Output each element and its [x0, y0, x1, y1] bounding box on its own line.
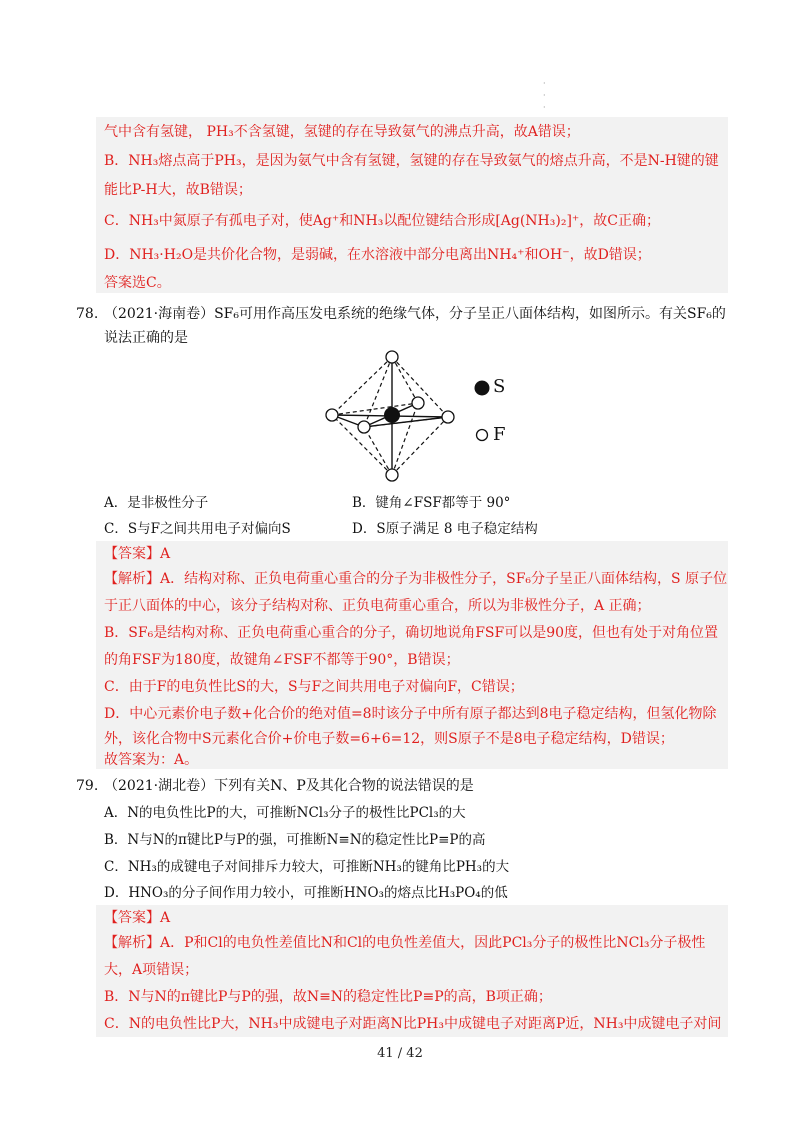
page-number: 41 / 42 [377, 1046, 423, 1061]
q79-analysis-3: B．N与N的π键比P与P的强，故N≡N的稳定性比P≡P的高，B项正确； [104, 989, 552, 1005]
q78-number: 78. [76, 306, 99, 322]
top-line-3: 能比P-H大，故B错误； [104, 182, 252, 198]
q79-option-d: D．HNO₃的分子间作用力较小，可推断HNO₃的熔点比H₃PO₄的低 [104, 885, 508, 901]
q78-analysis-5: C．由于F的电负性比S的大，S与F之间共用电子对偏向F，C错误； [104, 679, 524, 695]
top-answer-block [96, 117, 728, 293]
q79-option-c: C．NH₃的成键电子对间排斥力较大，可推断NH₃的键角比PH₃的大 [104, 859, 510, 875]
q79-analysis-1: 【解析】A．P和Cl的电负性差值比N和Cl的电负性差值大，因此PCl₃分子的极性比NCl₃分子极性 [104, 935, 706, 951]
margin-dots: · · · [543, 79, 546, 112]
q79-analysis-2: 大，A项错误； [104, 962, 199, 978]
legend-s-label: S [493, 376, 506, 397]
q78-analysis-8: 故答案为：A。 [104, 752, 199, 768]
q79-number: 79. [76, 778, 99, 794]
q78-analysis-3: B．SF₆是结构对称、正负电荷重心重合的分子，确切地说角FSF可以是90度，但也有处于对角位置 [104, 625, 719, 641]
q78-analysis-7: 外，该化合物中S元素化合价+价电子数=6+6=12，则S原子不是8电子稳定结构，D错误； [104, 731, 674, 747]
q78-option-a: A．是非极性分子 [104, 495, 209, 511]
top-line-5: D．NH₃·H₂O是共价化合物，是弱碱，在水溶液中部分电离出NH₄⁺和OH⁻，故D错误； [104, 247, 651, 263]
q78-option-b: B．键角∠FSF都等于 90° [352, 495, 511, 511]
legend-f-label: F [493, 424, 506, 445]
top-line-2: B．NH₃熔点高于PH₃，是因为氨气中含有氢键，氢键的存在导致氨气的熔点升高，不是N-H键的键 [104, 153, 719, 169]
top-line-1: 气中含有氢键， PH₃不含氢键，氢键的存在导致氨气的沸点升高，故A错误； [104, 124, 580, 140]
q79-stem: （2021·湖北卷）下列有关N、P及其化合物的说法错误的是 [104, 778, 474, 794]
q78-analysis-4: 的角FSF为180度，故键角∠FSF不都等于90°，B错误； [104, 652, 460, 668]
q78-option-c: C．S与F之间共用电子对偏向S [104, 521, 291, 537]
q79-option-b: B．N与N的π键比P与P的强，可推断N≡N的稳定性比P≡P的高 [104, 832, 486, 848]
q79-answer: 【答案】A [104, 910, 171, 926]
q78-stem-line-2: 说法正确的是 [104, 330, 188, 346]
sf6-octahedron-figure [320, 345, 460, 485]
q79-option-a: A．N的电负性比P的大，可推断NCl₃分子的极性比PCl₃的大 [104, 805, 466, 821]
q79-analysis-4: C．N的电负性比P大，NH₃中成键电子对距离N比PH₃中成键电子对距离P近，NH₃中成键电子对间 [104, 1016, 722, 1032]
q78-option-d: D．S原子满足 8 电子稳定结构 [352, 521, 538, 537]
q78-analysis-1: 【解析】A．结构对称、正负电荷重心重合的分子为非极性分子，SF₆分子呈正八面体结构，S 原子位 [104, 571, 728, 587]
q78-analysis-6: D．中心元素价电子数+化合价的绝对值=8时该分子中所有原子都达到8电子稳定结构，但氢化物除 [104, 706, 717, 722]
q78-answer: 【答案】A [104, 546, 171, 562]
top-line-6: 答案选C。 [104, 275, 171, 291]
legend-f-circle [475, 428, 489, 442]
q78-analysis-2: 于正八面体的中心，该分子结构对称、正负电荷重心重合，所以为非极性分子，A 正确； [104, 598, 651, 614]
q78-stem-line-1: （2021·海南卷）SF₆可用作高压发电系统的绝缘气体，分子呈正八面体结构，如图所示。有关SF₆的 [104, 306, 726, 322]
top-line-4: C．NH₃中氮原子有孤电子对，使Ag⁺和NH₃以配位键结合形成[Ag(NH₃)₂]⁺，故C正确； [104, 213, 661, 229]
legend-s-dot [474, 380, 490, 396]
